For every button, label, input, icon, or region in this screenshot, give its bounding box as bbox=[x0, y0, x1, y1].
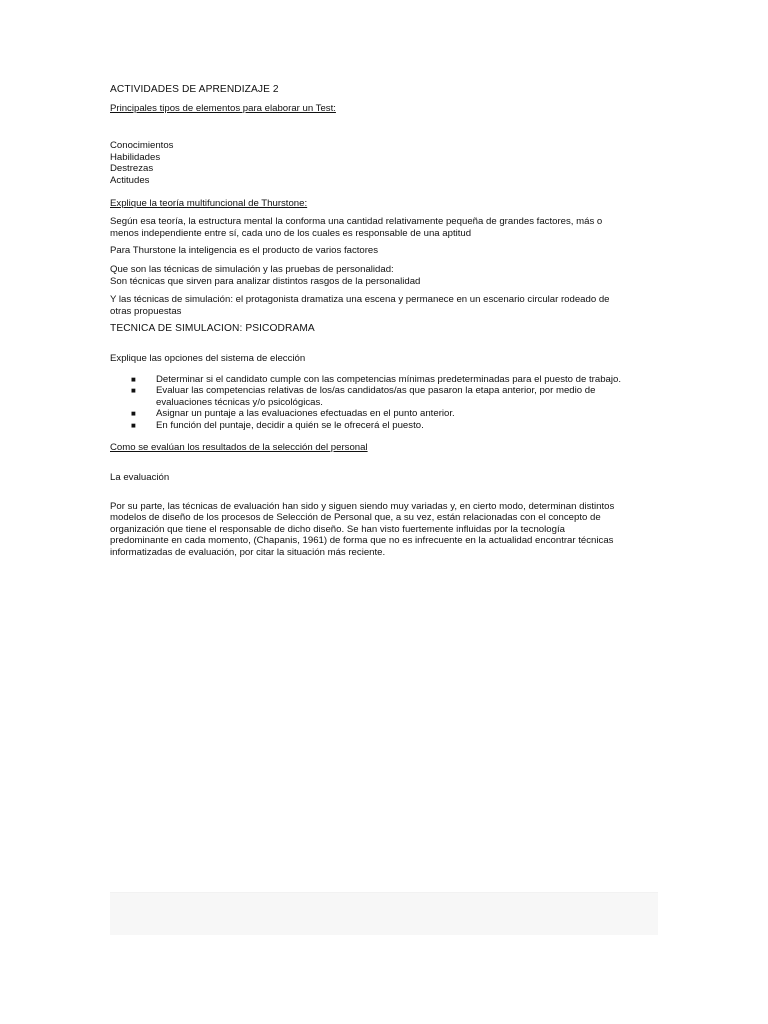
simulation-paragraph: Que son las técnicas de simulación y las pruebas de personalidad: Son técnicas que sirven para analizar distintos rasgos de la personalidad bbox=[110, 263, 421, 287]
document-page bbox=[110, 84, 658, 559]
bullet-icon: ■ bbox=[131, 386, 136, 396]
list-item: Actitudes bbox=[110, 174, 150, 186]
psicodrama-heading: TECNICA DE SIMULACION: PSICODRAMA bbox=[110, 323, 315, 335]
list-item: Conocimientos bbox=[110, 140, 174, 152]
document-title: ACTIVIDADES DE APRENDIZAJE 2 bbox=[110, 84, 279, 95]
list-item: ■ En función del puntaje, decidir a quién se le ofrecerá el puesto. bbox=[131, 419, 424, 431]
simulation-description: Y las técnicas de simulación: el protagonista dramatiza una escena y permanece en un escenario circular rodeado de otras propuestas bbox=[110, 294, 610, 317]
options-list bbox=[110, 374, 658, 432]
list-item: ■ Evaluar las competencias relativas de los/as candidatos/as que pasaron la etapa anterior, por medio de evaluaciones técnicas y/o psicológicas. bbox=[131, 385, 596, 408]
evaluation-paragraph: Por su parte, las técnicas de evaluación han sido y siguen siendo muy variadas y, en cierto modo, determinan distintos modelos de diseño de los procesos de Selección de Personal que, a su vez, están relacionadas con el concepto de organización que tiene el responsable de dicho diseño. Se han visto fuertemente influidas por la tecnología predominante en cada momento, (Chapanis, 1961) de forma que no es infrecuente en la actualidad encontrar técnicas informatizadas de evaluación, por citar la situación más reciente. bbox=[110, 500, 615, 559]
heading-results: Como se evalúan los resultados de la selección del personal bbox=[110, 442, 368, 454]
list-item: Destrezas bbox=[110, 163, 154, 175]
elements-list bbox=[110, 140, 658, 186]
bullet-icon: ■ bbox=[131, 420, 136, 430]
thurstone-paragraph: Según esa teoría, la estructura mental la conforma una cantidad relativamente pequeña de grandes factores, más o menos independiente entre sí, cada uno de los cuales es responsable de una aptitud bbox=[110, 216, 603, 239]
heading-thurstone: Explique la teoría multifuncional de Thurstone: bbox=[110, 197, 308, 209]
heading-options: Explique las opciones del sistema de elección bbox=[110, 352, 306, 364]
heading-test-elements: Principales tipos de elementos para elaborar un Test: bbox=[110, 102, 336, 114]
list-item: ■ Asignar un puntaje a las evaluaciones efectuadas en el punto anterior. bbox=[131, 408, 455, 420]
footer-area bbox=[110, 892, 658, 935]
evaluation-title: La evaluación bbox=[110, 472, 170, 484]
bullet-icon: ■ bbox=[131, 409, 136, 419]
list-item: Habilidades bbox=[110, 151, 161, 163]
bullet-icon: ■ bbox=[131, 374, 136, 384]
thurstone-intelligence: Para Thurstone la inteligencia es el producto de varios factores bbox=[110, 245, 379, 257]
list-item: ■ Determinar si el candidato cumple con las competencias mínimas predeterminadas para el puesto de trabajo. bbox=[131, 373, 622, 385]
